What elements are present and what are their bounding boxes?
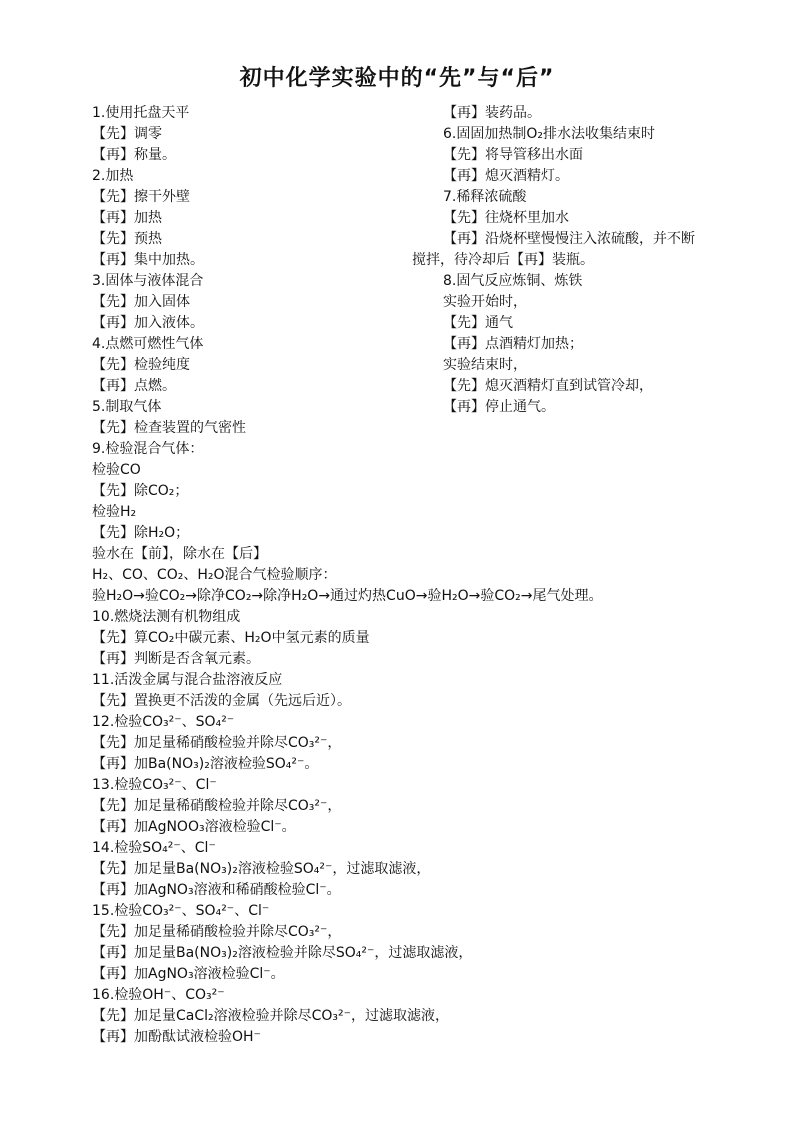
text-line: 【先】除CO₂； <box>92 483 189 499</box>
text-line: 【再】装药品。 <box>443 105 541 121</box>
text-line: 【再】点燃。 <box>92 378 176 394</box>
text-line: 【再】点酒精灯加热； <box>443 336 583 352</box>
text-line: 【再】加热 <box>92 210 162 226</box>
text-line: 【再】加AgNOO₃溶液检验Cl⁻。 <box>92 819 296 835</box>
text-line: 【先】置换更不活泼的金属（先远后近）。 <box>92 693 351 709</box>
text-line: 验H₂O→验CO₂→除净CO₂→除净H₂O→通过灼热CuO→验H₂O→验CO₂→尾气处理。 <box>92 588 603 604</box>
text-line: 8.固气反应炼铜、炼铁 <box>443 273 583 289</box>
text-line: 【先】预热 <box>92 231 162 247</box>
text-line: 【再】称量。 <box>92 147 176 163</box>
text-line: 11.活泼金属与混合盐溶液反应 <box>92 672 283 688</box>
text-line: 检验CO <box>92 462 141 478</box>
text-line: 【再】加酚酞试液检验OH⁻ <box>92 1029 261 1045</box>
text-line: 【再】加AgNO₃溶液检验Cl⁻。 <box>92 966 285 982</box>
text-line: 【再】加AgNO₃溶液和稀硝酸检验Cl⁻。 <box>92 882 341 898</box>
text-line: 检验H₂ <box>92 504 137 520</box>
text-line: 4.点燃可燃性气体 <box>92 336 204 352</box>
text-line: 【再】集中加热。 <box>92 252 204 268</box>
text-line: 12.检验CO₃²⁻、SO₄²⁻ <box>92 714 235 730</box>
text-line: 【先】加足量稀硝酸检验并除尽CO₃²⁻， <box>92 798 342 814</box>
text-line: 6.固固加热制O₂排水法收集结束时 <box>443 126 655 142</box>
text-line: 【先】熄灭酒精灯直到试管冷却， <box>443 378 653 394</box>
text-line: 9.检验混合气体： <box>92 441 204 457</box>
text-line: 【先】加足量Ba(NO₃)₂溶液检验SO₄²⁻，过滤取滤液， <box>92 861 431 877</box>
text-line: 【再】沿烧杯壁慢慢注入浓硫酸，并不断 <box>443 231 695 247</box>
text-line: 验水在【前】，除水在【后】 <box>92 546 267 562</box>
text-line: 【再】停止通气。 <box>443 399 555 415</box>
text-line: 【先】将导管移出水面 <box>443 147 583 163</box>
text-line: 【先】加足量稀硝酸检验并除尽CO₃²⁻， <box>92 924 342 940</box>
text-line: 【再】加足量Ba(NO₃)₂溶液检验并除尽SO₄²⁻，过滤取滤液， <box>92 945 473 961</box>
text-line: 【再】加Ba(NO₃)₂溶液检验SO₄²⁻。 <box>92 756 319 772</box>
text-line: 16.检验OH⁻、CO₃²⁻ <box>92 987 225 1003</box>
text-line: 【先】检验纯度 <box>92 357 190 373</box>
text-line: 15.检验CO₃²⁻、SO₄²⁻、Cl⁻ <box>92 903 270 919</box>
text-line: 【先】除H₂O； <box>92 525 190 541</box>
text-line: 7.稀释浓硫酸 <box>443 189 527 205</box>
text-line: 14.检验SO₄²⁻、Cl⁻ <box>92 840 216 856</box>
text-line: 2.加热 <box>92 168 134 184</box>
text-line: 【先】算CO₂中碳元素、H₂O中氢元素的质量 <box>92 630 370 646</box>
page-title: 初中化学实验中的“先”与“后” <box>239 66 555 91</box>
text-line: 1.使用托盘天平 <box>92 105 190 121</box>
text-line: H₂、CO、CO₂、H₂O混合气检验顺序： <box>92 567 337 583</box>
text-line: 实验开始时， <box>443 294 527 310</box>
text-line: 5.制取气体 <box>92 399 162 415</box>
text-line: 3.固体与液体混合 <box>92 273 204 289</box>
text-line: 【再】加入液体。 <box>92 315 204 331</box>
text-line: 10.燃烧法测有机物组成 <box>92 609 241 625</box>
text-line: 实验结束时， <box>443 357 527 373</box>
text-line: 【先】通气 <box>443 315 513 331</box>
text-line: 【先】加足量稀硝酸检验并除尽CO₃²⁻， <box>92 735 342 751</box>
text-line: 【先】加足量CaCl₂溶液检验并除尽CO₃²⁻，过滤取滤液， <box>92 1008 450 1024</box>
text-line: 【先】擦干外壁 <box>92 189 190 205</box>
text-line: 【先】调零 <box>92 126 162 142</box>
text-line: 【再】熄灭酒精灯。 <box>443 168 569 184</box>
text-line: 【先】加入固体 <box>92 294 190 310</box>
text-line: 【再】判断是否含氧元素。 <box>92 651 260 667</box>
text-line: 【先】检查装置的气密性 <box>92 420 246 436</box>
text-line: 【先】往烧杯里加水 <box>443 210 569 226</box>
text-line: 搅拌，待冷却后【再】装瓶。 <box>412 252 594 268</box>
text-line: 13.检验CO₃²⁻、Cl⁻ <box>92 777 217 793</box>
